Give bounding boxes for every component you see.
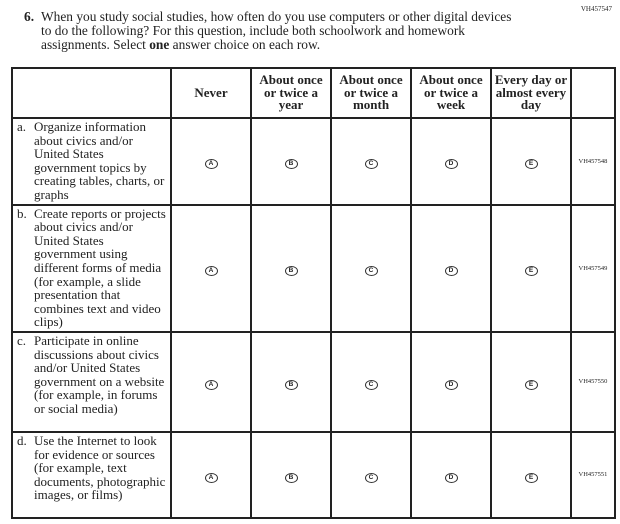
- row-label: [12, 118, 171, 205]
- answer-bubble-e[interactable]: E: [525, 380, 538, 390]
- answer-cell: [491, 332, 571, 432]
- row-letter: b.: [17, 205, 27, 221]
- answer-cell: [331, 332, 411, 432]
- row-text: Organize information about civics and/or United States government topics by creating tables, charts, or graphs: [34, 119, 165, 202]
- answer-cell: [251, 205, 331, 332]
- answer-cell: [411, 432, 491, 518]
- item-id: VH457548: [571, 118, 615, 205]
- answer-bubble-a[interactable]: A: [205, 380, 218, 390]
- answer-bubble-b[interactable]: B: [285, 473, 298, 483]
- row-letter: a.: [17, 119, 27, 134]
- table-row: [12, 332, 615, 432]
- question-prompt: [24, 10, 524, 52]
- header-blank: [571, 68, 615, 118]
- answer-bubble-b[interactable]: B: [285, 266, 298, 276]
- answer-cell: [171, 118, 251, 205]
- row-text: Create reports or projects about civics and/or United States government using different forms of media (for example, a slide presentation that combines text and video clips): [34, 205, 166, 330]
- answer-cell: [491, 432, 571, 518]
- answer-bubble-d[interactable]: D: [445, 159, 458, 169]
- answer-cell: [331, 432, 411, 518]
- answer-bubble-a[interactable]: A: [205, 159, 218, 169]
- column-header: Never: [171, 68, 251, 118]
- row-label: [12, 205, 171, 332]
- answer-cell: [491, 118, 571, 205]
- answer-cell: [331, 205, 411, 332]
- row-letter: d.: [17, 432, 27, 448]
- answer-cell: [331, 118, 411, 205]
- question-text-end: answer choice on each row.: [169, 37, 321, 52]
- answer-cell: [251, 332, 331, 432]
- answer-bubble-a[interactable]: A: [205, 266, 218, 276]
- row-letter: c.: [17, 332, 27, 348]
- item-id: VH457549: [571, 205, 615, 332]
- table-row: [12, 432, 615, 518]
- table-row: [12, 205, 615, 332]
- row-text: Participate in online discussions about civics and/or United States government on a website (for example, in forums or social media): [34, 332, 165, 416]
- question-emphasis: one: [149, 37, 170, 52]
- item-id: VH457550: [571, 332, 615, 432]
- table-row: [12, 118, 615, 205]
- question-number: 6.: [24, 9, 35, 24]
- answer-bubble-e[interactable]: E: [525, 266, 538, 276]
- row-label: [12, 332, 171, 432]
- answer-cell: [251, 118, 331, 205]
- answer-cell: [411, 205, 491, 332]
- response-grid: [11, 67, 616, 519]
- answer-bubble-c[interactable]: C: [365, 159, 378, 169]
- column-header: About once or twice a month: [331, 68, 411, 118]
- answer-cell: [411, 118, 491, 205]
- answer-cell: [171, 432, 251, 518]
- answer-cell: [171, 205, 251, 332]
- answer-bubble-e[interactable]: E: [525, 473, 538, 483]
- answer-bubble-b[interactable]: B: [285, 380, 298, 390]
- column-header: About once or twice a year: [251, 68, 331, 118]
- answer-cell: [491, 205, 571, 332]
- answer-bubble-b[interactable]: B: [285, 159, 298, 169]
- header-blank: [12, 68, 171, 118]
- answer-bubble-d[interactable]: D: [445, 266, 458, 276]
- answer-cell: [171, 332, 251, 432]
- answer-bubble-c[interactable]: C: [365, 380, 378, 390]
- answer-bubble-c[interactable]: C: [365, 473, 378, 483]
- answer-bubble-a[interactable]: A: [205, 473, 218, 483]
- answer-bubble-c[interactable]: C: [365, 266, 378, 276]
- answer-bubble-d[interactable]: D: [445, 380, 458, 390]
- answer-cell: [411, 332, 491, 432]
- item-id: VH457551: [571, 432, 615, 518]
- header-row: [12, 68, 615, 118]
- answer-bubble-e[interactable]: E: [525, 159, 538, 169]
- question-id: VH457547: [580, 5, 612, 13]
- column-header: About once or twice a week: [411, 68, 491, 118]
- row-text: Use the Internet to look for evidence or sources (for example, text documents, photographic images, or films): [34, 432, 166, 503]
- answer-bubble-d[interactable]: D: [445, 473, 458, 483]
- row-label: [12, 432, 171, 518]
- column-header: Every day or almost every day: [491, 68, 571, 118]
- answer-cell: [251, 432, 331, 518]
- question-text: When you study social studies, how often do you use computers or other digital devices to do the following? For this question, include both schoolwork and homework assignments. Select: [41, 9, 512, 52]
